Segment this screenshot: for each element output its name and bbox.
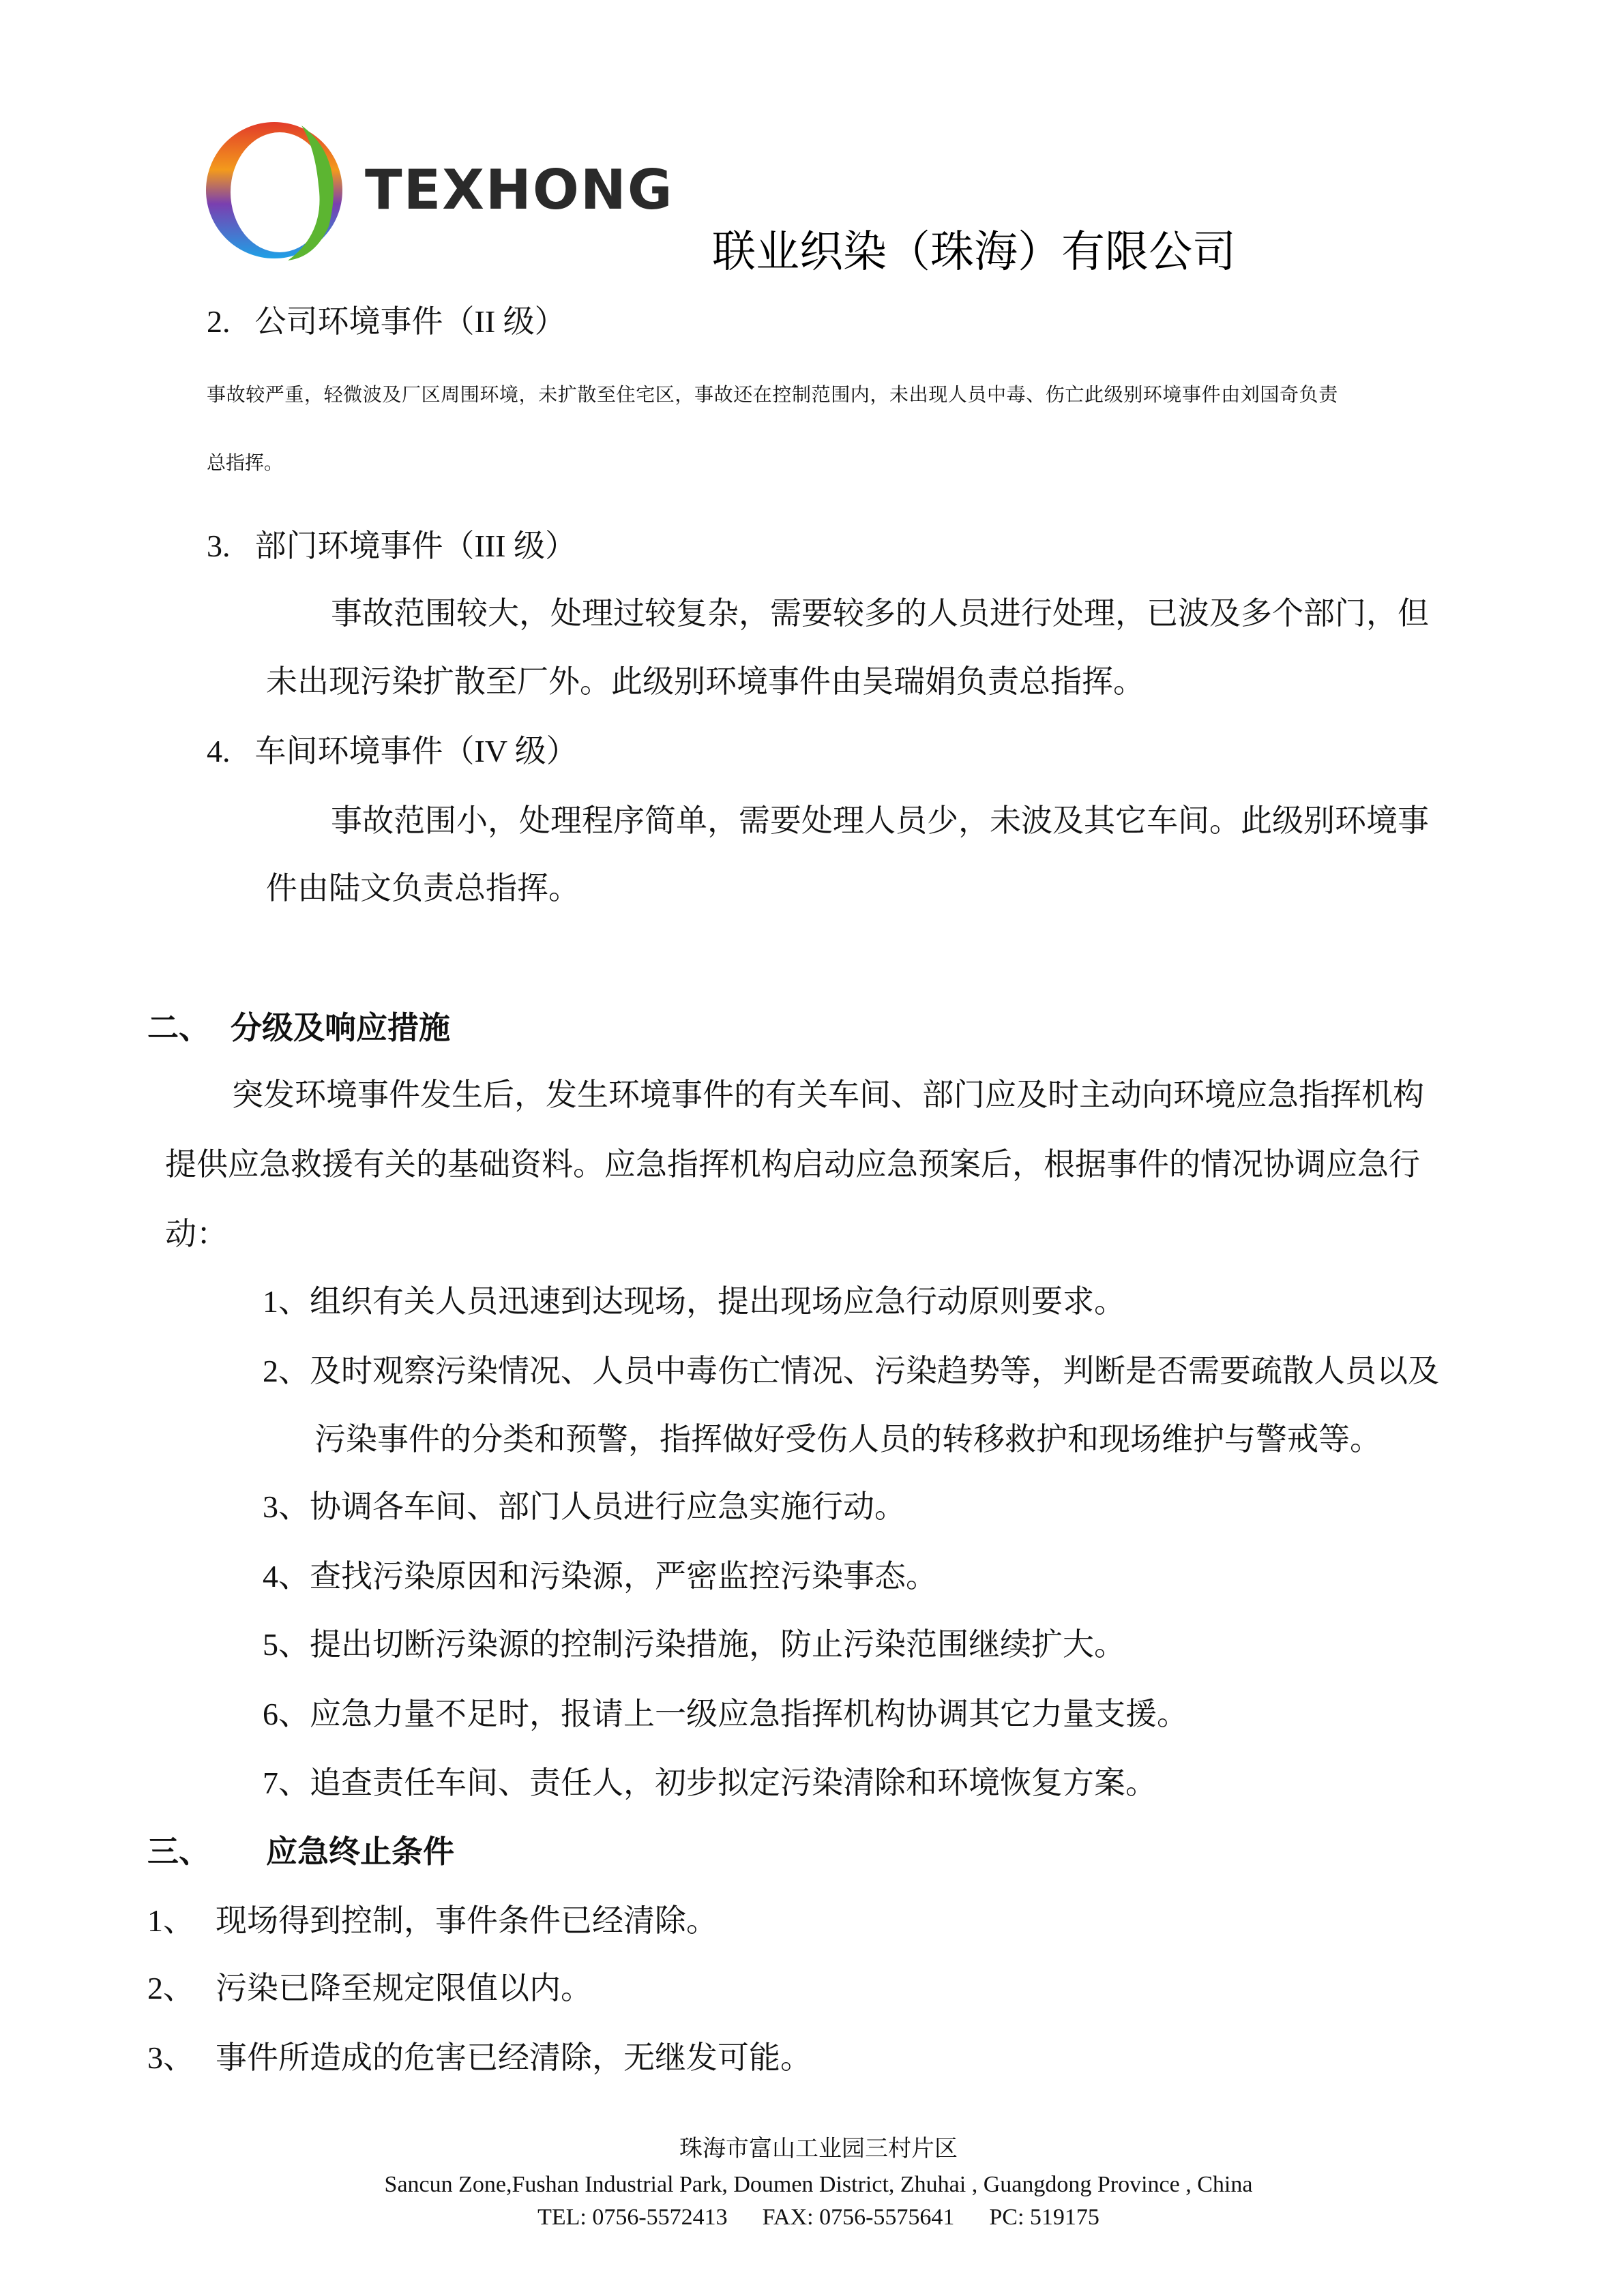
list-item: 1、组织有关人员迅速到达现场，提出现场应急行动原则要求。 [263, 1284, 1125, 1319]
footer-address-en: Sancun Zone,Fushan Industrial Park, Doumen District, Zhuhai , Guangdong Province , China [384, 2172, 1253, 2197]
level-number: 3. [207, 528, 231, 563]
list-item: 6、应急力量不足时，报请上一级应急指挥机构协调其它力量支援。 [263, 1697, 1188, 1731]
item-text: 现场得到控制，事件条件已经清除。 [216, 1903, 718, 1938]
level-4-text: 事故范围小，处理程序简单，需要处理人员少，未波及其它车间。此级别环境事 [331, 803, 1429, 838]
company-name: 联业织染（珠海）有限公司 [712, 227, 1236, 278]
section-2-para: 提供应急救援有关的基础资料。应急指挥机构启动应急预案后，根据事件的情况协调应急行 [165, 1147, 1420, 1182]
level-2-text: 总指挥。 [207, 453, 284, 474]
heading-number: 二、 [147, 1009, 210, 1046]
heading-text: 应急终止条件 [266, 1833, 454, 1870]
list-item: 3、协调各车间、部门人员进行应急实施行动。 [263, 1489, 906, 1524]
item-number: 2、 [147, 1971, 194, 2006]
list-item: 污染事件的分类和预警，指挥做好受伤人员的转移救护和现场维护与警戒等。 [314, 1422, 1381, 1457]
footer-address-cn: 珠海市富山工业园三村片区 [679, 2136, 958, 2162]
level-title: 车间环境事件（IV 级） [254, 734, 578, 769]
level-2-text: 事故较严重，轻微波及厂区周围环境，未扩散至住宅区，事故还在控制范围内，未出现人员中毒、伤亡此级别环境事件由刘国奇负责 [207, 385, 1338, 406]
list-item [147, 1902, 718, 1940]
list-item [147, 1969, 592, 2008]
level-3-text: 事故范围较大，处理过较复杂，需要较多的人员进行处理，已波及多个部门，但 [331, 596, 1429, 631]
list-item [147, 2039, 812, 2077]
level-3-text: 未出现污染扩散至厂外。此级别环境事件由吴瑞娟负责总指挥。 [266, 664, 1145, 699]
level-4-title [207, 732, 578, 771]
list-item: 2、及时观察污染情况、人员中毒伤亡情况、污染趋势等，判断是否需要疏散人员以及 [263, 1354, 1439, 1388]
heading-number: 三、 [147, 1833, 210, 1870]
section-3-heading [147, 1832, 454, 1870]
level-3-title [207, 527, 576, 565]
heading-text: 分级及响应措施 [231, 1009, 450, 1046]
list-item: 5、提出切断污染源的控制污染措施，防止污染范围继续扩大。 [263, 1627, 1125, 1662]
level-title: 部门环境事件（III 级） [254, 528, 576, 563]
list-item: 7、追查责任车间、责任人，初步拟定污染清除和环境恢复方案。 [263, 1765, 1157, 1800]
item-number: 1、 [147, 1903, 194, 1938]
item-text: 污染已降至规定限值以内。 [216, 1971, 592, 2006]
section-2-heading [147, 1009, 450, 1047]
list-item: 4、查找污染原因和污染源，严密监控污染事态。 [263, 1559, 937, 1594]
level-4-text: 件由陆文负责总指挥。 [266, 871, 580, 906]
brand-name: TEXHONG [365, 158, 674, 222]
level-title: 公司环境事件（II 级） [254, 304, 566, 339]
texhong-logo-icon [199, 117, 349, 264]
level-number: 4. [207, 734, 231, 769]
footer-contact: TEL: 0756-5572413 FAX: 0756-5575641 PC: 519175 [537, 2205, 1099, 2230]
section-2-para: 突发环境事件发生后，发生环境事件的有关车间、部门应及时主动向环境应急指挥机构 [232, 1077, 1424, 1112]
item-number: 3、 [147, 2040, 194, 2075]
level-number: 2. [207, 304, 231, 339]
item-text: 事件所造成的危害已经清除，无继发可能。 [216, 2040, 812, 2075]
section-2-para: 动： [165, 1217, 228, 1251]
level-2-title [207, 303, 566, 341]
